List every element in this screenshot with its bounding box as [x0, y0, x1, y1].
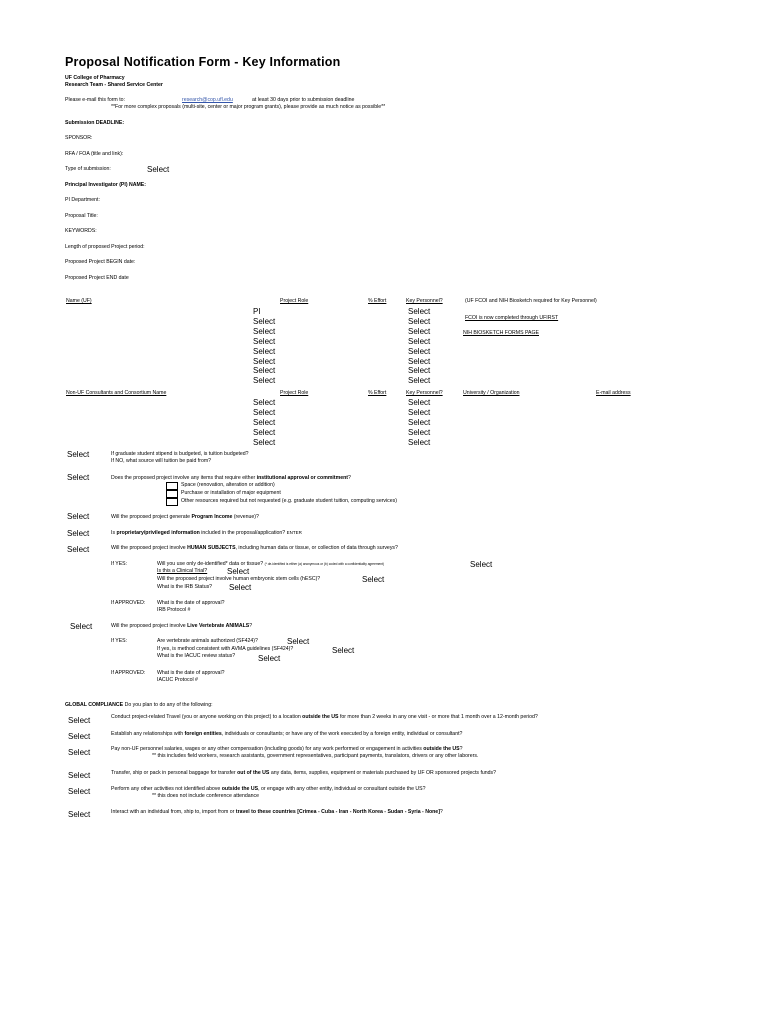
animals-select[interactable]: Select: [70, 622, 93, 631]
uf-key-select[interactable]: Select: [408, 347, 431, 356]
nonuf-role-select[interactable]: Select: [253, 428, 276, 437]
uf-role-select[interactable]: Select: [253, 337, 276, 346]
global-foreign-entities-question: Establish any relationships with foreign entities, individuals or consultants; or have any of the work executed by a foreign entity, individual or consultant?: [111, 731, 463, 737]
institutional-select[interactable]: Select: [67, 473, 90, 482]
global-foreign-entities-select[interactable]: Select: [68, 732, 91, 741]
nonuf-key-select[interactable]: Select: [408, 418, 431, 427]
stipend-select[interactable]: Select: [67, 450, 90, 459]
iacuc-approval-date-label: What is the date of approval?: [157, 670, 225, 676]
nonuf-email-header: E-mail address: [596, 390, 631, 396]
global-payments-question: Pay non-UF personnel salaries, wages or any other compensation (including goods) for any work performed or engagement in activities outside the US?: [111, 746, 463, 752]
type-select[interactable]: Select: [147, 165, 170, 174]
human-ifyes-label: If YES:: [111, 561, 128, 567]
global-other-activities-select[interactable]: Select: [68, 787, 91, 796]
nonuf-role-select[interactable]: Select: [253, 408, 276, 417]
animals-authorized-select[interactable]: Select: [287, 637, 310, 646]
nonuf-key-select[interactable]: Select: [408, 428, 431, 437]
hesc-select[interactable]: Select: [362, 575, 385, 584]
global-other-activities-note: ** this does not include conference attendance: [152, 793, 259, 799]
nonuf-role-select[interactable]: Select: [253, 418, 276, 427]
fcoi-link[interactable]: FCOI is now completed through UFIRST: [465, 315, 559, 321]
human-subjects-select[interactable]: Select: [67, 545, 90, 554]
page-title: Proposal Notification Form - Key Information: [65, 55, 341, 69]
irb-status-select[interactable]: Select: [229, 583, 252, 592]
uf-role-header: Project Role: [280, 298, 309, 304]
uf-role-select[interactable]: Select: [253, 376, 276, 385]
irb-status-question: What is the IRB Status?: [157, 584, 213, 590]
proprietary-question: Is proprietary/privileged information included in the proposal/application? ENTER: [111, 530, 302, 536]
space-option-label: Space (renovation, alteration or addition): [181, 482, 275, 488]
email-prefix: Please e-mail this form to:: [65, 97, 125, 103]
uf-key-select[interactable]: Select: [408, 376, 431, 385]
clinical-trial-question: Is this a Clinical Trial?: [157, 568, 208, 574]
uf-role-select[interactable]: Select: [253, 327, 276, 336]
other-resources-checkbox[interactable]: [166, 498, 178, 506]
nonuf-role-header: Project Role: [280, 390, 309, 396]
stipend-question: If graduate student stipend is budgeted, is tuition budgeted?: [111, 451, 249, 457]
pi-dept-label: PI Department:: [65, 197, 100, 203]
hesc-question: Will the proposed project involve human embryonic stem cells (hESC)?: [157, 576, 321, 582]
uf-role-select[interactable]: Select: [253, 366, 276, 375]
sponsor-label: SPONSOR:: [65, 135, 93, 141]
uf-name-header: Name (UF): [66, 298, 92, 304]
uf-key-note: (UF FCOI and NIH Biosketch required for Key Personnel): [465, 298, 597, 304]
irb-protocol-label: IRB Protocol #: [157, 607, 191, 613]
global-compliance-heading: GLOBAL COMPLIANCE Do you plan to do any of the following:: [65, 702, 213, 708]
nonuf-name-header: Non-UF Consultants and Consortium Name: [66, 390, 167, 396]
email-link[interactable]: research@cop.ufl.edu: [182, 97, 233, 103]
uf-key-select[interactable]: Select: [408, 307, 431, 316]
uf-role-select[interactable]: Select: [253, 347, 276, 356]
global-transfer-select[interactable]: Select: [68, 771, 91, 780]
nonuf-key-header: Key Personnel?: [406, 390, 443, 396]
uf-key-select[interactable]: Select: [408, 337, 431, 346]
email-suffix: at least 30 days prior to submission deadline: [252, 97, 355, 103]
deidentified-question: Will you use only de-identified* data or tissue? (* de-identified is either (a) anonymous or (b) coded with a confidentiality agreement): [157, 561, 384, 567]
uf-role-select[interactable]: PI: [253, 307, 261, 316]
equipment-checkbox[interactable]: [166, 490, 178, 498]
iacuc-ifapproved-label: If APPROVED:: [111, 670, 146, 676]
irb-ifapproved-label: If APPROVED:: [111, 600, 146, 606]
iacuc-status-select[interactable]: Select: [258, 654, 281, 663]
proposal-title-label: Proposal Title:: [65, 213, 98, 219]
irb-approval-date-label: What is the date of approval?: [157, 600, 225, 606]
global-transfer-question: Transfer, ship or pack in personal baggage for transfer out of the US any data, items, supplies, equipment or materials purchased by UF OR sponsored projects funds?: [111, 770, 497, 776]
uf-role-select[interactable]: Select: [253, 357, 276, 366]
program-income-select[interactable]: Select: [67, 512, 90, 521]
nonuf-key-select[interactable]: Select: [408, 398, 431, 407]
keywords-label: KEYWORDS:: [65, 228, 97, 234]
nonuf-key-select[interactable]: Select: [408, 408, 431, 417]
stipend-followup: If NO, what source will tuition be paid from?: [111, 458, 212, 464]
global-other-activities-question: Perform any other activities not identified above outside the US, or engage with any other entity, individual or consultant outside the US?: [111, 786, 426, 792]
nih-biosketch-link[interactable]: NIH BIOSKETCH FORMS PAGE: [463, 330, 539, 336]
iacuc-status-question: What is the IACUC review status?: [157, 653, 236, 659]
length-label: Length of proposed Project period:: [65, 244, 145, 250]
uf-effort-header: % Effort: [368, 298, 387, 304]
institutional-question: Does the proposed project involve any items that require either institutional approval or commitment?: [111, 475, 351, 481]
nonuf-role-select[interactable]: Select: [253, 398, 276, 407]
iacuc-protocol-label: IACUC Protocol #: [157, 677, 198, 683]
global-countries-select[interactable]: Select: [68, 810, 91, 819]
pi-name-label: Principal Investigator (PI) NAME:: [65, 182, 146, 188]
global-travel-select[interactable]: Select: [68, 716, 91, 725]
clinical-trial-select[interactable]: Select: [227, 567, 250, 576]
org-team: Research Team - Shared Service Center: [65, 82, 163, 88]
other-resources-option-label: Other resources required but not requested (e.g. graduate student tuition, computing services): [181, 498, 397, 504]
global-payments-note: ** this includes field workers, research assistants, government representatives, participant payments, translators, drivers or any other laborers.: [152, 753, 479, 759]
nonuf-univ-header: University / Organization: [463, 390, 520, 396]
nonuf-effort-header: % Effort: [368, 390, 387, 396]
global-countries-question: Interact with an individual from, ship to, import from or travel to these countries [Crimea - Cuba - Iran - North Korea - Sudan - Syria - None]?: [111, 809, 443, 815]
nonuf-role-select[interactable]: Select: [253, 438, 276, 447]
nonuf-key-select[interactable]: Select: [408, 438, 431, 447]
type-label: Type of submission:: [65, 166, 111, 172]
avma-question: If yes, is method consistent with AVMA guidelines (SF424)?: [157, 646, 294, 652]
global-travel-question: Conduct project-related Travel (you or anyone working on this project) to a location outside the US for more than 2 weeks in any one visit - or more that 1 month over a 12-month period?: [111, 714, 538, 720]
avma-select[interactable]: Select: [332, 646, 355, 655]
space-checkbox[interactable]: [166, 482, 178, 490]
proprietary-select[interactable]: Select: [67, 529, 90, 538]
uf-key-select[interactable]: Select: [408, 327, 431, 336]
uf-role-select[interactable]: Select: [253, 317, 276, 326]
human-subjects-question: Will the proposed project involve HUMAN SUBJECTS, including human data or tissue, or collection of data through surveys?: [111, 545, 398, 551]
deidentified-select[interactable]: Select: [470, 560, 493, 569]
animals-ifyes-label: If YES:: [111, 638, 128, 644]
equipment-option-label: Purchase or installation of major equipment: [181, 490, 281, 496]
deadline-label: Submission DEADLINE:: [65, 120, 125, 126]
animals-authorized-question: Are vertebrate animals authorized (SF424)?: [157, 638, 258, 644]
notice-note: **For more complex proposals (multi-site, center or major program grants), please provide as much notice as possible**: [111, 104, 386, 110]
program-income-question: Will the proposed project generate Program Income (revenue)?: [111, 514, 259, 520]
uf-key-select[interactable]: Select: [408, 366, 431, 375]
uf-key-select[interactable]: Select: [408, 357, 431, 366]
end-date-label: Proposed Project END date: [65, 275, 129, 281]
uf-key-header: Key Personnel?: [406, 298, 443, 304]
global-payments-select[interactable]: Select: [68, 748, 91, 757]
begin-date-label: Proposed Project BEGIN date:: [65, 259, 136, 265]
rfa-label: RFA / FOA (title and link):: [65, 151, 124, 157]
animals-question: Will the proposed project involve Live Vertebrate ANIMALS?: [111, 623, 253, 629]
org-name: UF College of Pharmacy: [65, 75, 125, 81]
uf-key-select[interactable]: Select: [408, 317, 431, 326]
